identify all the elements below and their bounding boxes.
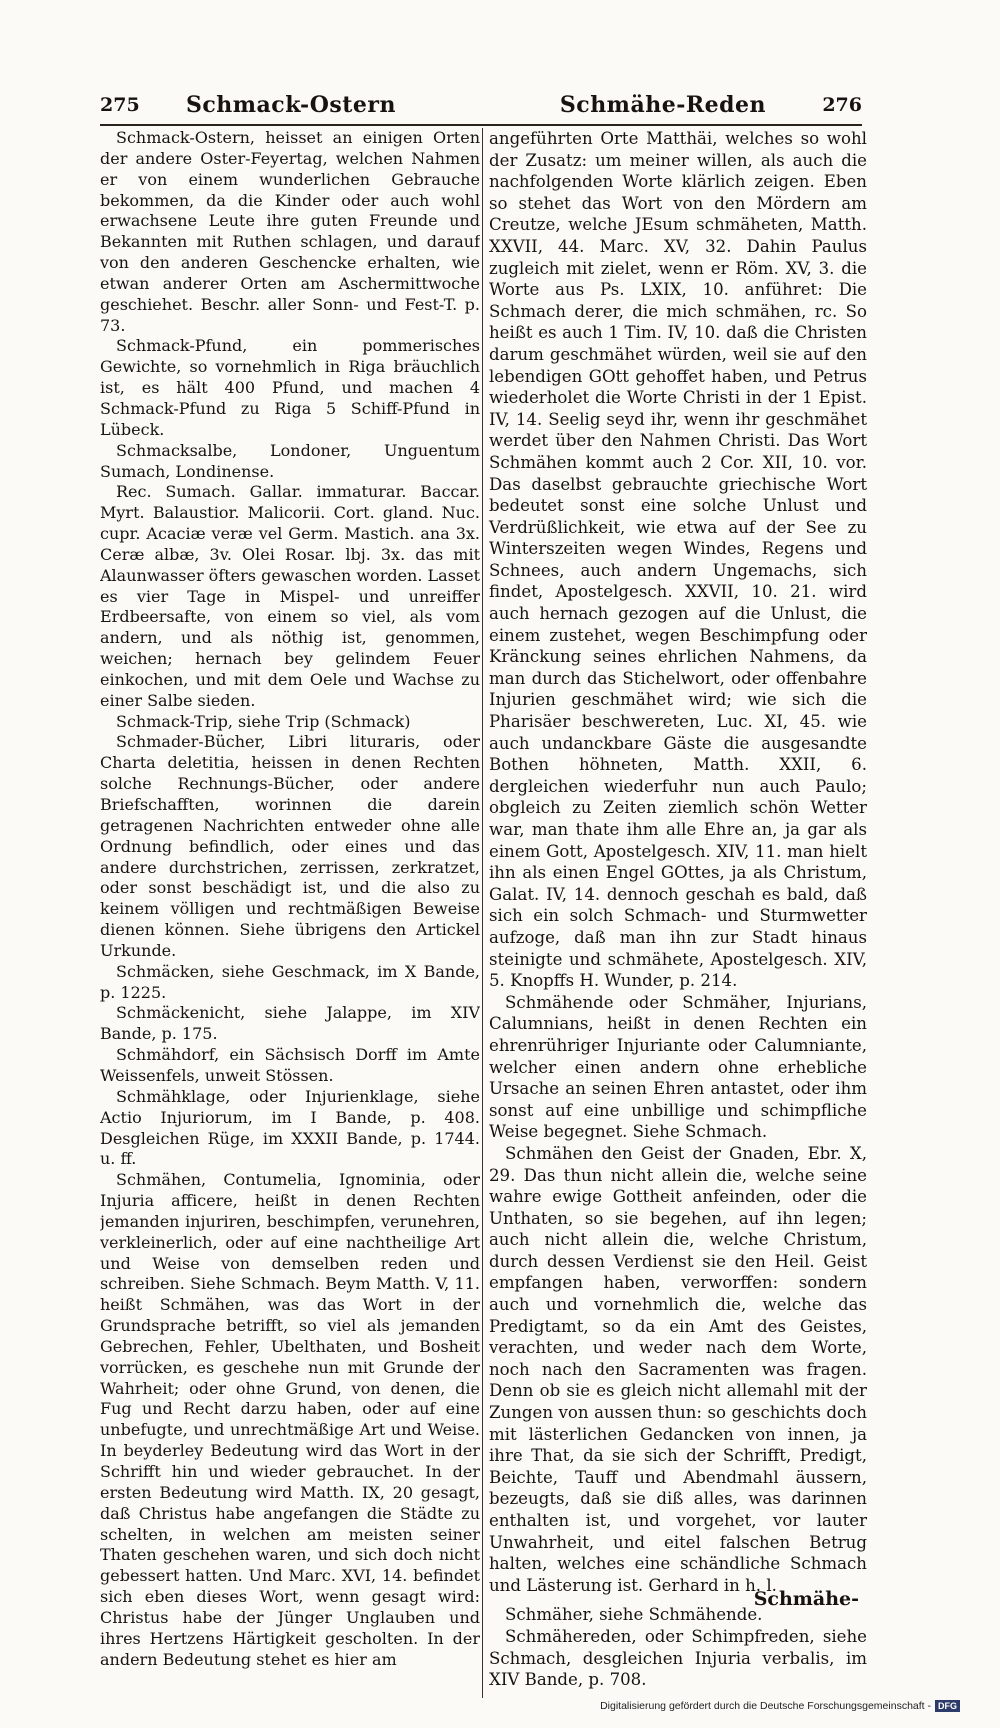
entry-schmacksalbe: Schmacksalbe, Londoner, Unguentum Sumach, Londinense.	[100, 440, 480, 481]
right-column	[482, 128, 867, 1698]
entry-schmaehen-continued: angeführten Orte Matthäi, welches so wohl der Zusatz: um meiner willen, als auch die nachfolgenden Worte klärlich zeigen. Eben so stehet das Wort von den Mördern am Creutze, welche JEsum schmäheten, Matth. XXVII, 44. Marc. XV, 32. Dahin Paulus zugleich mit zielet, wenn er Röm. XV, 3. die Worte aus Ps. LXIX, 10. anführet: Die Schmach derer, die mich schmähen, rc. So heißt es auch 1 Tim. IV, 10. daß die Christen darum geschmähet würden, weil sie auf den lebendigen GOtt gehoffet haben, und Petrus wiederholet die Worte Christi in der 1 Epist. IV, 14. Seelig seyd ihr, wenn ihr geschmähet werdet über den Nahmen Christi. Das Wort Schmähen kommt auch 2 Cor. XII, 10. vor. Das daselbst gebrauchte griechische Wort bedeutet sonst eine solche Unlust und Verdrüßlichkeit, wie etwa auf der See zu Winterszeiten wegen Windes, Regens und Schnees, auch andern Ungemachs, sich findet, Apostelgesch. XXVII, 10. 21. wird auch hernach gezogen auf die Unlust, die einem zustehet, wegen Beschimpfung oder Kränckung seines ehrlichen Nahmens, da man durch das Stichelwort, oder offenbahre Injurien geschmähet wird; wie sich die Pharisäer beschwereten, Luc. XI, 45. wie auch undanckbare Gäste die ausgesandte Bothen höhneten, Matth. XXII, 6. dergleichen wiederfuhr nun auch Paulo; obgleich zu Zeiten ziemlich schön Wetter war, man thate ihm alle Ehre an, ja gar als einem Gott, Apostelgesch. XIV, 11. man hielt ihn als einen Engel GOttes, ja als Christum, Galat. IV, 14. dennoch geschah es bald, daß sich ein solch Schmach- und Sturmwetter aufzoge, daß man ihn zur Stadt hinaus steinigte und schmähete, Apostelgesch. XIV, 5. Knopffs H. Wunder, p. 214.	[489, 129, 867, 991]
right-running-title: Schmähe-Reden	[559, 92, 766, 118]
running-header	[100, 92, 862, 126]
entry-schmaehereden: Schmähereden, oder Schimpfreden, siehe Schmach, desgleichen Injuria verbalis, im XIV Bande, p. 708.	[489, 1626, 867, 1690]
entry-schmaeckenicht: Schmäckenicht, siehe Jalappe, im XIV Bande, p. 175.	[100, 1003, 480, 1044]
entry-schmaehende: Schmähende oder Schmäher, Injurians, Calumnians, heißt in denen Rechten ein ehrenrühriger Injuriante oder Calumniante, welcher einen andern ohne erhebliche Ursache an seinen Ehren antastet, oder ihm sonst auf eine unbillige und schimpfliche Weise begegnet. Siehe Schmach.	[489, 992, 867, 1142]
left-column	[100, 128, 480, 1698]
right-page-number: 276	[822, 94, 862, 116]
entry-schmack-ostern: Schmack-Ostern, heisset an einigen Orten der andere Oster-Feyertag, welchen Nahmen er von einem wunderlichen Gebrauche bekommen, da die Kinder oder auch wohl erwachsene Leute ihre guten Freunde und Bekannten mit Ruthen schlagen, und darauf von den anderen Geschencke erhalten, wie etwan anderer Orten am Aschermittwoche geschiehet. Beschr. aller Sonn- und Fest-T. p. 73.	[100, 128, 480, 335]
footer-text: Digitalisierung gefördert durch die Deutsche Forschungsgemeinschaft -	[600, 1700, 931, 1712]
entry-schmaehdorf: Schmähdorf, ein Sächsisch Dorff im Amte Weissenfels, unweit Stössen.	[100, 1045, 480, 1085]
digitization-footer	[584, 1700, 960, 1720]
entry-schmaehen: Schmähen, Contumelia, Ignominia, oder Injuria afficere, heißt in denen Rechten jemanden injuriren, beschimpfen, verunehren, verkleinerlich, oder auf eine nachtheilige Art und Weise von demselben reden und schreiben. Siehe Schmach. Beym Matth. V, 11. heißt Schmähen, was das Wort in der Grundsprache betrifft, so viel als jemanden Gebrechen, Fehler, Ubelthaten, und Bosheit vorrücken, es geschehe nun mit Grunde der Wahrheit; oder ohne Grund, von denen, die Fug und Recht darzu haben, oder auf eine unbefugte, und unrechtmäßige Art und Weise. In beyderley Bedeutung wird das Wort in der Schrifft hin und wieder gebrauchet. In der ersten Bedeutung wird Matth. IX, 20 gesagt, daß Christus habe angefangen die Städte zu schelten, in welchen am meisten seiner Thaten geschehen waren, und sich doch nicht gebessert hatten. Und Marc. XVI, 14. befindet sich eben dieses Wort, wenn gesagt wird: Christus habe der Jünger Unglauben und ihres Hertzens Härtigkeit gescholten. In der andern Bedeutung stehet es hier am	[100, 1170, 480, 1669]
catchword: Schmähe-	[753, 1588, 859, 1610]
left-page-number: 275	[100, 94, 140, 116]
entry-schmaehen-den-geist: Schmähen den Geist der Gnaden, Ebr. X, 29. Das thun nicht allein die, welche seine wahre ewige Gottheit anfeinden, oder die Unthaten, so sie begehen, auf ihn legen; auch nicht allein die, welche Christum, durch dessen Verdienst sie den Heil. Geist empfangen haben, verworffen: sondern auch und vornehmlich die, welche das Predigtamt, so da ein Amt des Geistes, verachten, und weder nach dem Worte, noch nach den Sacramenten was fragen. Denn ob sie es gleich nicht allemahl mit der Zungen von aussen thun: so geschichts doch mit lästerlichen Gedancken von innen, ja ihre That, da sie sich der Schrifft, Predigt, Beichte, Tauff und Abendmahl äussern, bezeugts, daß sie diß alles, was darinnen enthalten ist, und vorgehet, vor lauter Unwahrheit, und eitel falschen Betrug halten, welches eine schändliche Schmach und Lästerung ist. Gerhard in h. l.	[489, 1143, 867, 1595]
entry-schmaecken: Schmäcken, siehe Geschmack, im X Bande, p. 1225.	[100, 961, 480, 1002]
entry-schmacksalbe-recipe: Rec. Sumach. Gallar. immaturar. Baccar. Myrt. Balaustior. Malicorii. Cort. gland. Nuc. cupr. Acaciæ veræ vel Germ. Mastich. ana 3x. Ceræ albæ, 3v. Olei Rosar. lbj. 3x. das mit Alaunwasser öfters gewaschen worden. Lasset es vier Tage in Mispel- und unreiffer Erdbeersafte, von einem so viel, als vom andern, und als nöthig ist, genommen, weichen; hernach bey gelindem Feuer einkochen, und mit dem Oele und Wachse zu einer Salbe sieden.	[100, 482, 480, 710]
entry-schmack-pfund: Schmack-Pfund, ein pommerisches Gewichte, so vornehmlich in Riga bräuchlich ist, es hält 400 Pfund, und machen 4 Schmack-Pfund zu Riga 5 Schiff-Pfund in Lübeck.	[100, 336, 480, 439]
entry-schmaeher: Schmäher, siehe Schmähende.	[505, 1605, 763, 1625]
entry-schmack-trip: Schmack-Trip, siehe Trip (Schmack)	[116, 711, 411, 731]
entry-schmaehklage: Schmähklage, oder Injurienklage, siehe Actio Injuriorum, im I Bande, p. 408. Desgleichen Rüge, im XXXII Bande, p. 1744. u. ff.	[100, 1086, 480, 1169]
entry-schmader-buecher: Schmader-Bücher, Libri lituraris, oder Charta deletitia, heissen in denen Rechten solche Rechnungs-Bücher, oder andere Briefschafften, worinnen die darein getragenen Nachrichten entweder ohne alle Ordnung befindlich, oder eines und das andere durchstrichen, zerrissen, zerkratzet, oder sonst beschädigt ist, und die also zu keinem völligen und rechtmäßigen Beweise dienen können. Siehe übrigens den Artickel Urkunde.	[100, 732, 480, 960]
dfg-badge: DFG	[935, 1700, 960, 1712]
left-running-title: Schmack-Ostern	[186, 92, 396, 118]
